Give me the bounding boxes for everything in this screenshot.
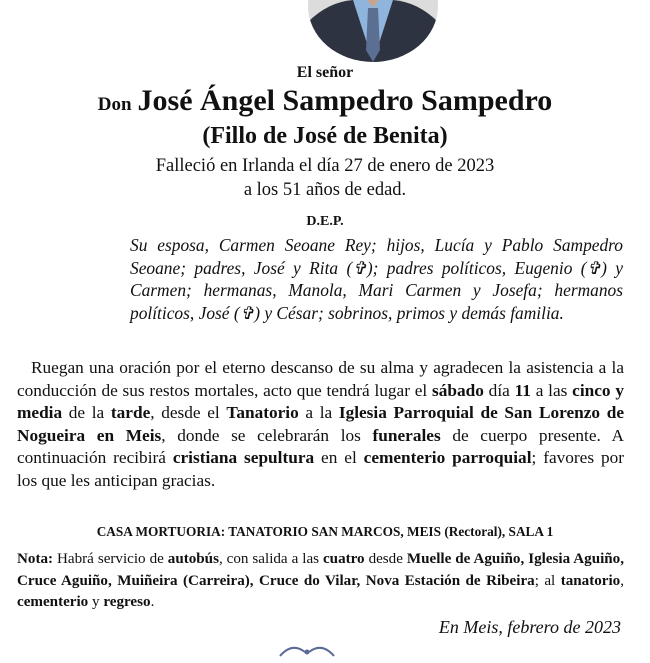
nota-label: Nota: (17, 551, 54, 567)
nota-bold: Muelle de Aguiño, Iglesia Aguiño, Cruce Aguiño, Muiñeira (Carreira), Cruce do Vilar, Nova Estación de Ribeira (17, 551, 624, 589)
el-senor-label: El señor (296, 64, 354, 81)
deceased-name-line (0, 84, 650, 118)
nota-bold: cementerio (17, 594, 89, 611)
deceased-name: José Ángel Sampedro Sampedro (137, 84, 553, 117)
ruegan-text: de cuerpo presente. A continuación recibirá (17, 425, 624, 468)
portrait-photo (308, 0, 438, 62)
ruegan-text: , donde se celebrarán los (161, 425, 373, 445)
family-paragraph: Su esposa, Carmen Seoane Rey; hijos, Lucía y Pablo Sampedro Seoane; padres, José y Rita (✞); padres políticos, Eugenio (✞) y Carmen; hermanas, Manola, Mari Carmen y Josefa; hermanos políticos, José (✞) y César; sobrinos, primos y demás familia. (130, 235, 623, 323)
ruegan-bold: funerales (372, 425, 441, 445)
death-line-1: Falleció en Irlanda el día 27 de enero de 2023 (155, 156, 495, 176)
ruegan-text: a la (298, 403, 339, 423)
ruegan-text: a las (530, 380, 573, 400)
ornament-icon (272, 638, 342, 658)
casa-mortuoria-line: CASA MORTUORIA: TANATORIO SAN MARCOS, MEIS (Rectoral), SALA 1 (96, 524, 554, 539)
don-title: Don (97, 94, 132, 115)
nota-text: . (150, 594, 155, 611)
nota-text: , (620, 572, 624, 589)
death-line-2: a los 51 años de edad. (243, 180, 407, 200)
ruegan-bold: cristiana sepultura (172, 448, 315, 468)
nota-text: , con salida a las (218, 551, 323, 567)
ruegan-text: de la (62, 403, 111, 423)
ruegan-bold: 11 (514, 380, 531, 400)
ruegan-paragraph (17, 357, 624, 493)
place-date: En Meis, febrero de 2023 (438, 617, 621, 637)
ruegan-bold: cementerio parroquial (363, 448, 532, 468)
nota-paragraph (17, 549, 624, 614)
nota-text: desde (364, 551, 407, 567)
nota-bold: regreso (103, 594, 151, 611)
ruegan-text: en el (314, 448, 364, 468)
nota-text: ; al (534, 572, 561, 589)
nota-bold: autobús (167, 551, 219, 567)
ruegan-text: día (483, 380, 515, 400)
nota-bold: cuatro (322, 551, 365, 567)
ruegan-bold: Tanatorio (226, 403, 299, 423)
ruegan-text: , desde el (150, 403, 227, 423)
nota-bold: tanatorio (560, 572, 621, 589)
ruegan-text: Ruegan una oración por el eterno descanso de su alma y agradecen la asistencia a la conducción de sus restos mortales, acto que tendrá lugar el (17, 358, 624, 400)
nota-text: Habrá servicio de (53, 551, 168, 567)
ruegan-text: ; favores por los que les anticipan gracias. (17, 448, 624, 490)
fillo-line: (Fillo de José de Benita) (202, 123, 448, 149)
ruegan-bold: cinco y media (17, 380, 624, 423)
nota-text: y (88, 594, 104, 611)
ruegan-bold: sábado (432, 380, 484, 400)
dep-label: D.E.P. (306, 214, 344, 229)
ruegan-bold: tarde (110, 403, 151, 423)
ruegan-bold: Iglesia Parroquial de San Lorenzo de Nogueira en Meis (17, 403, 625, 445)
